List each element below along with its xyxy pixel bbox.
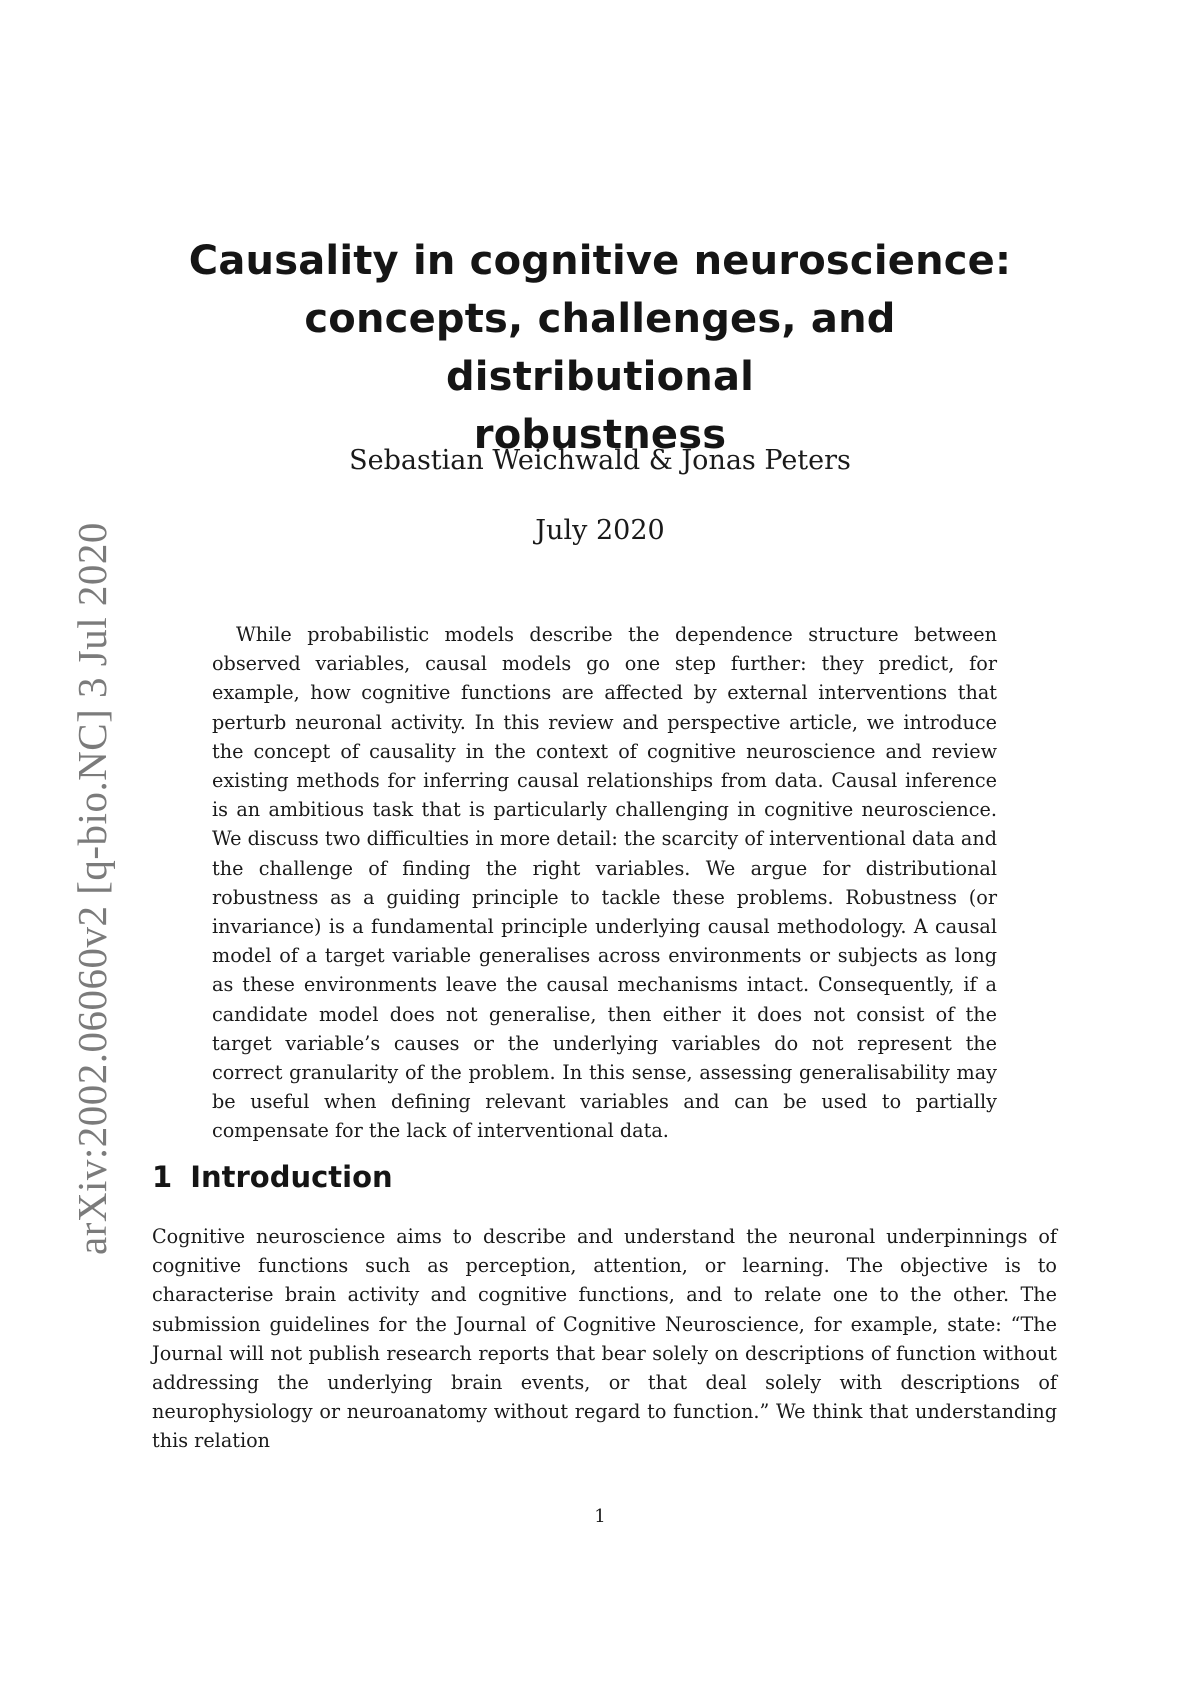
arxiv-identifier-stamp: arXiv:2002.06060v2 [q-bio.NC] 3 Jul 2020	[69, 522, 115, 1255]
publication-date: July 2020	[535, 515, 665, 546]
title-line: robustness	[473, 412, 727, 458]
section-number: 1	[152, 1160, 173, 1194]
introduction-body	[152, 1222, 1057, 1456]
abstract	[212, 620, 997, 1146]
section-title: Introduction	[190, 1160, 393, 1194]
paper-title	[150, 232, 1050, 464]
section-heading	[152, 1160, 393, 1194]
authors: Sebastian Weichwald & Jonas Peters	[349, 445, 851, 476]
title-line: concepts, challenges, and distributional	[304, 296, 896, 400]
intro-paragraph: Cognitive neuroscience aims to describe and understand the neuronal underpinnings of cognitive functions such as perception, attention, or learning. The objective is to characterise brain activity and cognitive functions, and to relate one to the other. The submission guidelines for the Journal of Cognitive Neuroscience, for example, state: “The Journal will not publish research reports that bear solely on descriptions of function without addressing the underlying brain events, or that deal solely with descriptions of neurophysiology or neuroanatomy without regard to function.” We think that understanding this relation	[152, 1225, 1057, 1453]
title-line: Causality in cognitive neuroscience:	[188, 238, 1012, 284]
abstract-text: While probabilistic models describe the dependence structure between observed variables, causal models go one step further: they predict, for example, how cognitive functions are affected by external interventions that perturb neuronal activity. In this review and perspective article, we introduce the concept of causality in the context of cognitive neuroscience and review existing methods for inferring causal relationships from data. Causal inference is an ambitious task that is particularly challenging in cognitive neuroscience. We discuss two difficulties in more detail: the scarcity of interventional data and the challenge of finding the right variables. We argue for distributional robustness as a guiding principle to tackle these problems. Robustness (or invariance) is a fundamental principle underlying causal methodology. A causal model of a target variable generalises across environments or subjects as long as these environments leave the causal mechanisms intact. Consequently, if a candidate model does not generalise, then either it does not consist of the target variable’s causes or the underlying variables do not represent the correct granularity of the problem. In this sense, assessing generalisability may be useful when defining relevant variables and can be used to partially compensate for the lack of interventional data.	[212, 623, 997, 1143]
page-number: 1	[594, 1506, 606, 1527]
